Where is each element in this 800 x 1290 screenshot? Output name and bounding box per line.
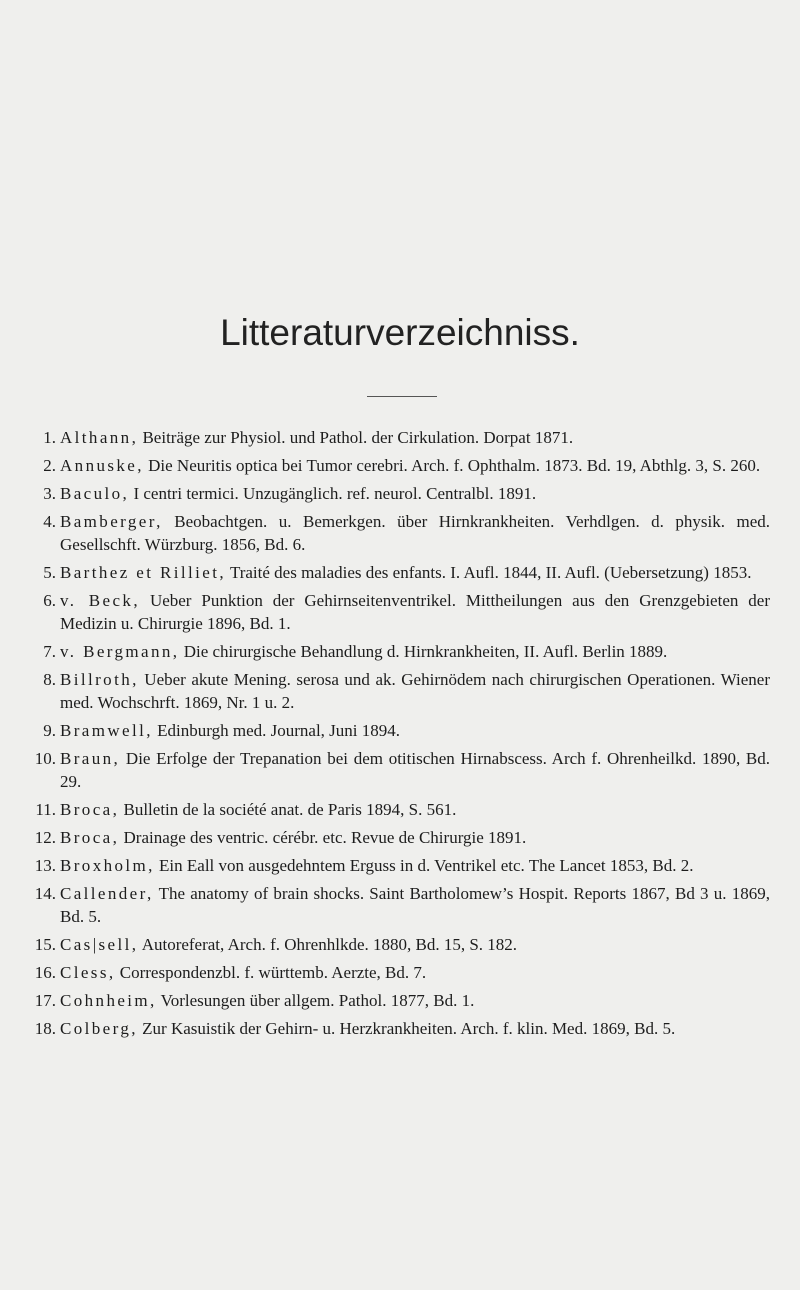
reference-author: v. Beck, xyxy=(60,591,140,610)
reference-author: Callender, xyxy=(60,884,154,903)
reference-text: Die Erfolge der Trepanation bei dem otitischen Hirnabscess. Arch f. Ohrenheilkd. 1890, Bd. 29. xyxy=(60,749,770,791)
reference-text: Beobachtgen. u. Bemerkgen. über Hirnkrankheiten. Verhdlgen. d. physik. med. Gesellschft. Würzburg. 1856, Bd. 6. xyxy=(60,512,770,554)
reference-entry xyxy=(30,882,770,928)
reference-author: Billroth, xyxy=(60,670,139,689)
reference-author: Cas|sell, xyxy=(60,935,139,954)
reference-number: 3. xyxy=(43,484,56,503)
reference-entry xyxy=(30,826,770,849)
reference-list xyxy=(30,426,770,1045)
reference-entry xyxy=(30,854,770,877)
reference-number: 12. xyxy=(34,828,56,847)
reference-entry xyxy=(30,719,770,742)
reference-author: Althann, xyxy=(60,428,139,447)
reference-entry xyxy=(30,933,770,956)
reference-text: I centri termici. Unzugänglich. ref. neurol. Centralbl. 1891. xyxy=(133,484,537,503)
reference-number: 10. xyxy=(34,749,56,768)
reference-number: 8. xyxy=(43,670,56,689)
reference-number: 17. xyxy=(34,991,56,1010)
reference-text: The anatomy of brain shocks. Saint Bartholomew’s Hospit. Reports 1867, Bd 3 u. 1869, Bd. 5. xyxy=(60,884,770,926)
reference-text: Ueber Punktion der Gehirnseitenventrikel. Mittheilungen aus den Grenzgebieten der Medizin u. Chirurgie 1896, Bd. 1. xyxy=(60,591,771,633)
reference-number: 13. xyxy=(34,856,56,875)
reference-entry xyxy=(30,1017,770,1040)
reference-author: Bamberger, xyxy=(60,512,163,531)
reference-entry xyxy=(30,798,770,821)
reference-entry xyxy=(30,640,770,663)
reference-author: Bramwell, xyxy=(60,721,153,740)
reference-author: Broca, xyxy=(60,828,120,847)
reference-entry xyxy=(30,482,770,505)
reference-entry xyxy=(30,989,770,1012)
reference-text: Traité des maladies des enfants. I. Aufl. 1844, II. Aufl. (Uebersetzung) 1853. xyxy=(229,563,752,582)
reference-number: 9. xyxy=(43,721,56,740)
reference-text: Ueber akute Mening. serosa und ak. Gehirnödem nach chirurgischen Operationen. Wiener med. Wochschrft. 1869, Nr. 1 u. 2. xyxy=(60,670,771,712)
reference-entry xyxy=(30,454,770,477)
reference-number: 11. xyxy=(35,800,56,819)
reference-number: 14. xyxy=(34,884,56,903)
reference-number: 4. xyxy=(43,512,56,531)
reference-author: Annuske, xyxy=(60,456,144,475)
reference-entry xyxy=(30,589,770,635)
reference-text: Die Neuritis optica bei Tumor cerebri. Arch. f. Ophthalm. 1873. Bd. 19, Abthlg. 3, S. 260. xyxy=(148,456,761,475)
reference-entry xyxy=(30,747,770,793)
reference-entry xyxy=(30,668,770,714)
reference-text: Ein Eall von ausgedehntem Erguss in d. Ventrikel etc. The Lancet 1853, Bd. 2. xyxy=(159,856,694,875)
reference-entry xyxy=(30,561,770,584)
reference-text: Autoreferat, Arch. f. Ohrenhlkde. 1880, Bd. 15, S. 182. xyxy=(141,935,518,954)
reference-author: Braun, xyxy=(60,749,121,768)
reference-text: Drainage des ventric. cérébr. etc. Revue de Chirurgie 1891. xyxy=(123,828,527,847)
reference-text: Vorlesungen über allgem. Pathol. 1877, Bd. 1. xyxy=(160,991,475,1010)
reference-entry xyxy=(30,426,770,449)
title-divider xyxy=(367,396,437,397)
reference-author: Broca, xyxy=(60,800,120,819)
reference-number: 7. xyxy=(43,642,56,661)
reference-author: Baculo, xyxy=(60,484,130,503)
reference-author: Colberg, xyxy=(60,1019,138,1038)
reference-entry xyxy=(30,510,770,556)
reference-text: Bulletin de la société anat. de Paris 1894, S. 561. xyxy=(123,800,457,819)
reference-entry xyxy=(30,961,770,984)
reference-text: Correspondenzbl. f. württemb. Aerzte, Bd. 7. xyxy=(119,963,427,982)
reference-author: Broxholm, xyxy=(60,856,155,875)
reference-number: 1. xyxy=(43,428,56,447)
reference-text: Edinburgh med. Journal, Juni 1894. xyxy=(157,721,401,740)
reference-number: 6. xyxy=(43,591,56,610)
reference-text: Die chirurgische Behandlung d. Hirnkrankheiten, II. Aufl. Berlin 1889. xyxy=(183,642,668,661)
reference-number: 15. xyxy=(34,935,56,954)
reference-number: 2. xyxy=(43,456,56,475)
reference-author: Barthez et Rilliet, xyxy=(60,563,226,582)
reference-number: 18. xyxy=(34,1019,56,1038)
reference-number: 5. xyxy=(43,563,56,582)
page-title: Litteraturverzeichniss. xyxy=(220,312,580,353)
reference-text: Beiträge zur Physiol. und Pathol. der Cirkulation. Dorpat 1871. xyxy=(142,428,574,447)
reference-number: 16. xyxy=(34,963,56,982)
reference-text: Zur Kasuistik der Gehirn- u. Herzkrankheiten. Arch. f. klin. Med. 1869, Bd. 5. xyxy=(142,1019,676,1038)
reference-author: v. Bergmann, xyxy=(60,642,180,661)
reference-author: Cless, xyxy=(60,963,116,982)
reference-author: Cohnheim, xyxy=(60,991,157,1010)
